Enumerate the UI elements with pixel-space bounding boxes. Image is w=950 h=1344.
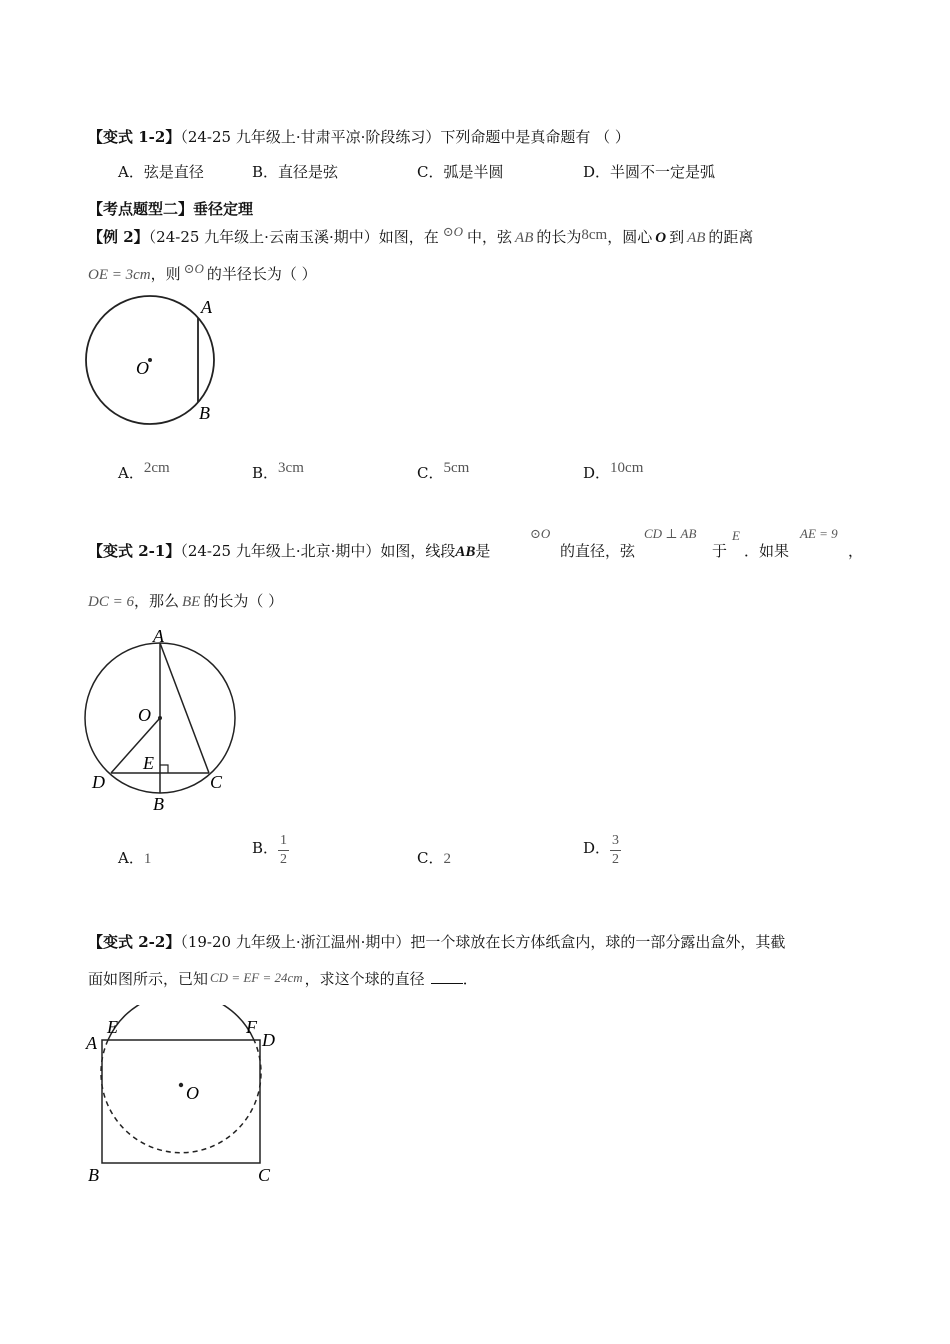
question-text: ， xyxy=(848,542,864,560)
math-circle-o: ⊙O xyxy=(442,224,464,239)
center-point xyxy=(158,716,162,720)
label-a: A xyxy=(201,297,212,317)
math-ab: AB xyxy=(455,544,476,560)
question-text: 的半径长为（ ） xyxy=(206,265,317,283)
fraction xyxy=(278,834,289,867)
label-b: B xyxy=(153,794,164,814)
label-f: F xyxy=(246,1017,257,1037)
option-text: 弦是直径 xyxy=(143,163,204,181)
question-text: 于 xyxy=(712,542,728,560)
math-length: 8cm xyxy=(581,227,608,243)
question-text: ，那么 xyxy=(133,592,179,610)
label-a: A xyxy=(153,626,164,646)
option-text: 2 xyxy=(443,851,451,867)
option-text: 半圆不一定是弧 xyxy=(610,163,716,181)
label-b: B xyxy=(88,1165,99,1185)
box-rectangle xyxy=(102,1040,260,1163)
option-label: A． xyxy=(118,464,144,482)
question-source: （24-25 九年级上·云南玉溪·期中） xyxy=(148,228,379,246)
option-text: 弧是半圆 xyxy=(443,163,504,181)
question-text: 的长为（ ） xyxy=(203,592,284,610)
question-tag: 【变式 2-2】 xyxy=(88,933,181,951)
math-cd-perp-ab: CD ⊥ AB xyxy=(644,526,697,541)
question-text: 面如图所示，已知 xyxy=(88,970,209,988)
math-circle-o: ⊙O xyxy=(530,526,551,541)
denominator: 2 xyxy=(612,852,620,867)
question-text: 如图，线段 xyxy=(380,542,456,560)
question-text: 把一个球放在长方体纸盒内，球的一部分露出盒外，其截 xyxy=(410,933,786,951)
label-o: O xyxy=(186,1083,199,1103)
question-2-1-option-c[interactable] xyxy=(417,847,451,868)
center-point xyxy=(179,1083,183,1087)
example-2-option-b[interactable] xyxy=(252,456,304,482)
question-2-1-option-a[interactable] xyxy=(118,847,151,868)
option-label: D． xyxy=(583,838,611,857)
option-label: D． xyxy=(583,163,611,181)
right-angle-mark xyxy=(160,765,168,773)
math-cd-ef: CD = EF = 24cm xyxy=(210,970,303,985)
question-text: ． xyxy=(462,970,478,988)
question-2-1-stem-line1 xyxy=(88,540,490,561)
label-c: C xyxy=(210,772,223,792)
label-o: O xyxy=(138,705,151,725)
label-b: B xyxy=(199,403,210,423)
numerator: 3 xyxy=(612,833,620,848)
question-2-1-option-b[interactable] xyxy=(252,834,289,867)
label-d: D xyxy=(92,772,105,792)
answer-blank[interactable] xyxy=(431,971,463,984)
option-label: B． xyxy=(252,464,279,482)
option-d[interactable] xyxy=(583,161,715,182)
label-a: A xyxy=(86,1033,97,1053)
arc-inside-box-dashed xyxy=(101,1040,261,1153)
question-text: 的距离 xyxy=(708,228,754,246)
question-text: 下列命题中是真命题有 （ ） xyxy=(440,128,630,146)
math-ab: AB xyxy=(515,230,534,246)
example-2-stem-line1 xyxy=(88,226,753,247)
section-title: 【考点题型二】垂径定理 xyxy=(88,200,254,218)
example-2-stem-line2 xyxy=(88,263,317,284)
option-text: 3cm xyxy=(278,460,304,476)
question-text: ，则 xyxy=(150,265,181,283)
fraction xyxy=(610,834,621,867)
question-2-1-figure xyxy=(80,625,250,817)
option-b[interactable] xyxy=(252,161,338,182)
question-text: 是 xyxy=(475,542,491,560)
option-label: B． xyxy=(252,838,279,857)
option-label: C． xyxy=(417,849,444,867)
question-source: （24-25 九年级上·北京·期中） xyxy=(180,542,381,560)
option-label: A． xyxy=(118,849,144,867)
example-2-option-c[interactable] xyxy=(417,456,470,482)
option-label: C． xyxy=(417,163,444,181)
option-text: 2cm xyxy=(143,460,170,476)
question-2-2-stem-line2 xyxy=(88,968,478,989)
question-text: ．如果 xyxy=(744,542,790,560)
math-be: BE xyxy=(181,594,201,610)
question-text: 到 xyxy=(669,228,685,246)
arc-outside-box xyxy=(108,1005,254,1040)
option-label: C． xyxy=(417,464,444,482)
question-tag: 【变式 2-1】 xyxy=(88,542,181,560)
math-oe: OE = 3cm xyxy=(88,267,151,283)
option-text: 1 xyxy=(143,851,152,867)
question-tag: 【例 2】 xyxy=(88,228,149,246)
example-2-option-a[interactable] xyxy=(118,456,170,482)
option-label: D． xyxy=(583,464,611,482)
question-text: ，求这个球的直径 xyxy=(304,970,425,988)
question-2-2-stem-line1 xyxy=(88,931,785,952)
label-e: E xyxy=(107,1017,118,1037)
math-circle-o: ⊙O xyxy=(183,261,204,276)
question-source: （19-20 九年级上·浙江温州·期中） xyxy=(180,933,411,951)
question-2-1-stem-line2 xyxy=(88,590,283,611)
math-dc: DC = 6 xyxy=(88,594,134,610)
denominator: 2 xyxy=(280,852,288,867)
option-a[interactable] xyxy=(118,161,204,182)
math-o: O xyxy=(655,230,667,246)
question-source: （24-25 九年级上·甘肃平凉·阶段练习） xyxy=(180,128,441,146)
question-text: 的直径，弦 xyxy=(560,542,636,560)
numerator: 1 xyxy=(280,833,288,848)
option-label: B． xyxy=(252,163,279,181)
label-c: C xyxy=(258,1165,271,1185)
question-text: 如图，在 xyxy=(378,228,439,246)
question-text: 中，弦 xyxy=(467,228,513,246)
question-text: ，圆心 xyxy=(607,228,653,246)
segment-ac xyxy=(160,643,209,773)
option-c[interactable] xyxy=(417,161,504,182)
question-1-2-stem xyxy=(88,126,630,147)
example-2-option-d[interactable] xyxy=(583,456,644,482)
question-text: 的长为 xyxy=(536,228,582,246)
math-e: E xyxy=(732,528,740,543)
option-text: 5cm xyxy=(443,460,470,476)
label-e: E xyxy=(143,753,154,773)
math-ab: AB xyxy=(687,230,706,246)
question-tag: 【变式 1-2】 xyxy=(88,128,181,146)
question-2-2-figure xyxy=(80,1005,290,1190)
option-label: A． xyxy=(118,163,144,181)
math-ae: AE = 9 xyxy=(800,526,838,541)
question-2-1-option-d[interactable] xyxy=(583,834,621,867)
option-text: 10cm xyxy=(610,460,644,476)
option-text: 直径是弦 xyxy=(278,163,339,181)
label-o: O xyxy=(136,358,149,378)
example-2-figure xyxy=(80,290,240,430)
label-d: D xyxy=(262,1030,275,1050)
